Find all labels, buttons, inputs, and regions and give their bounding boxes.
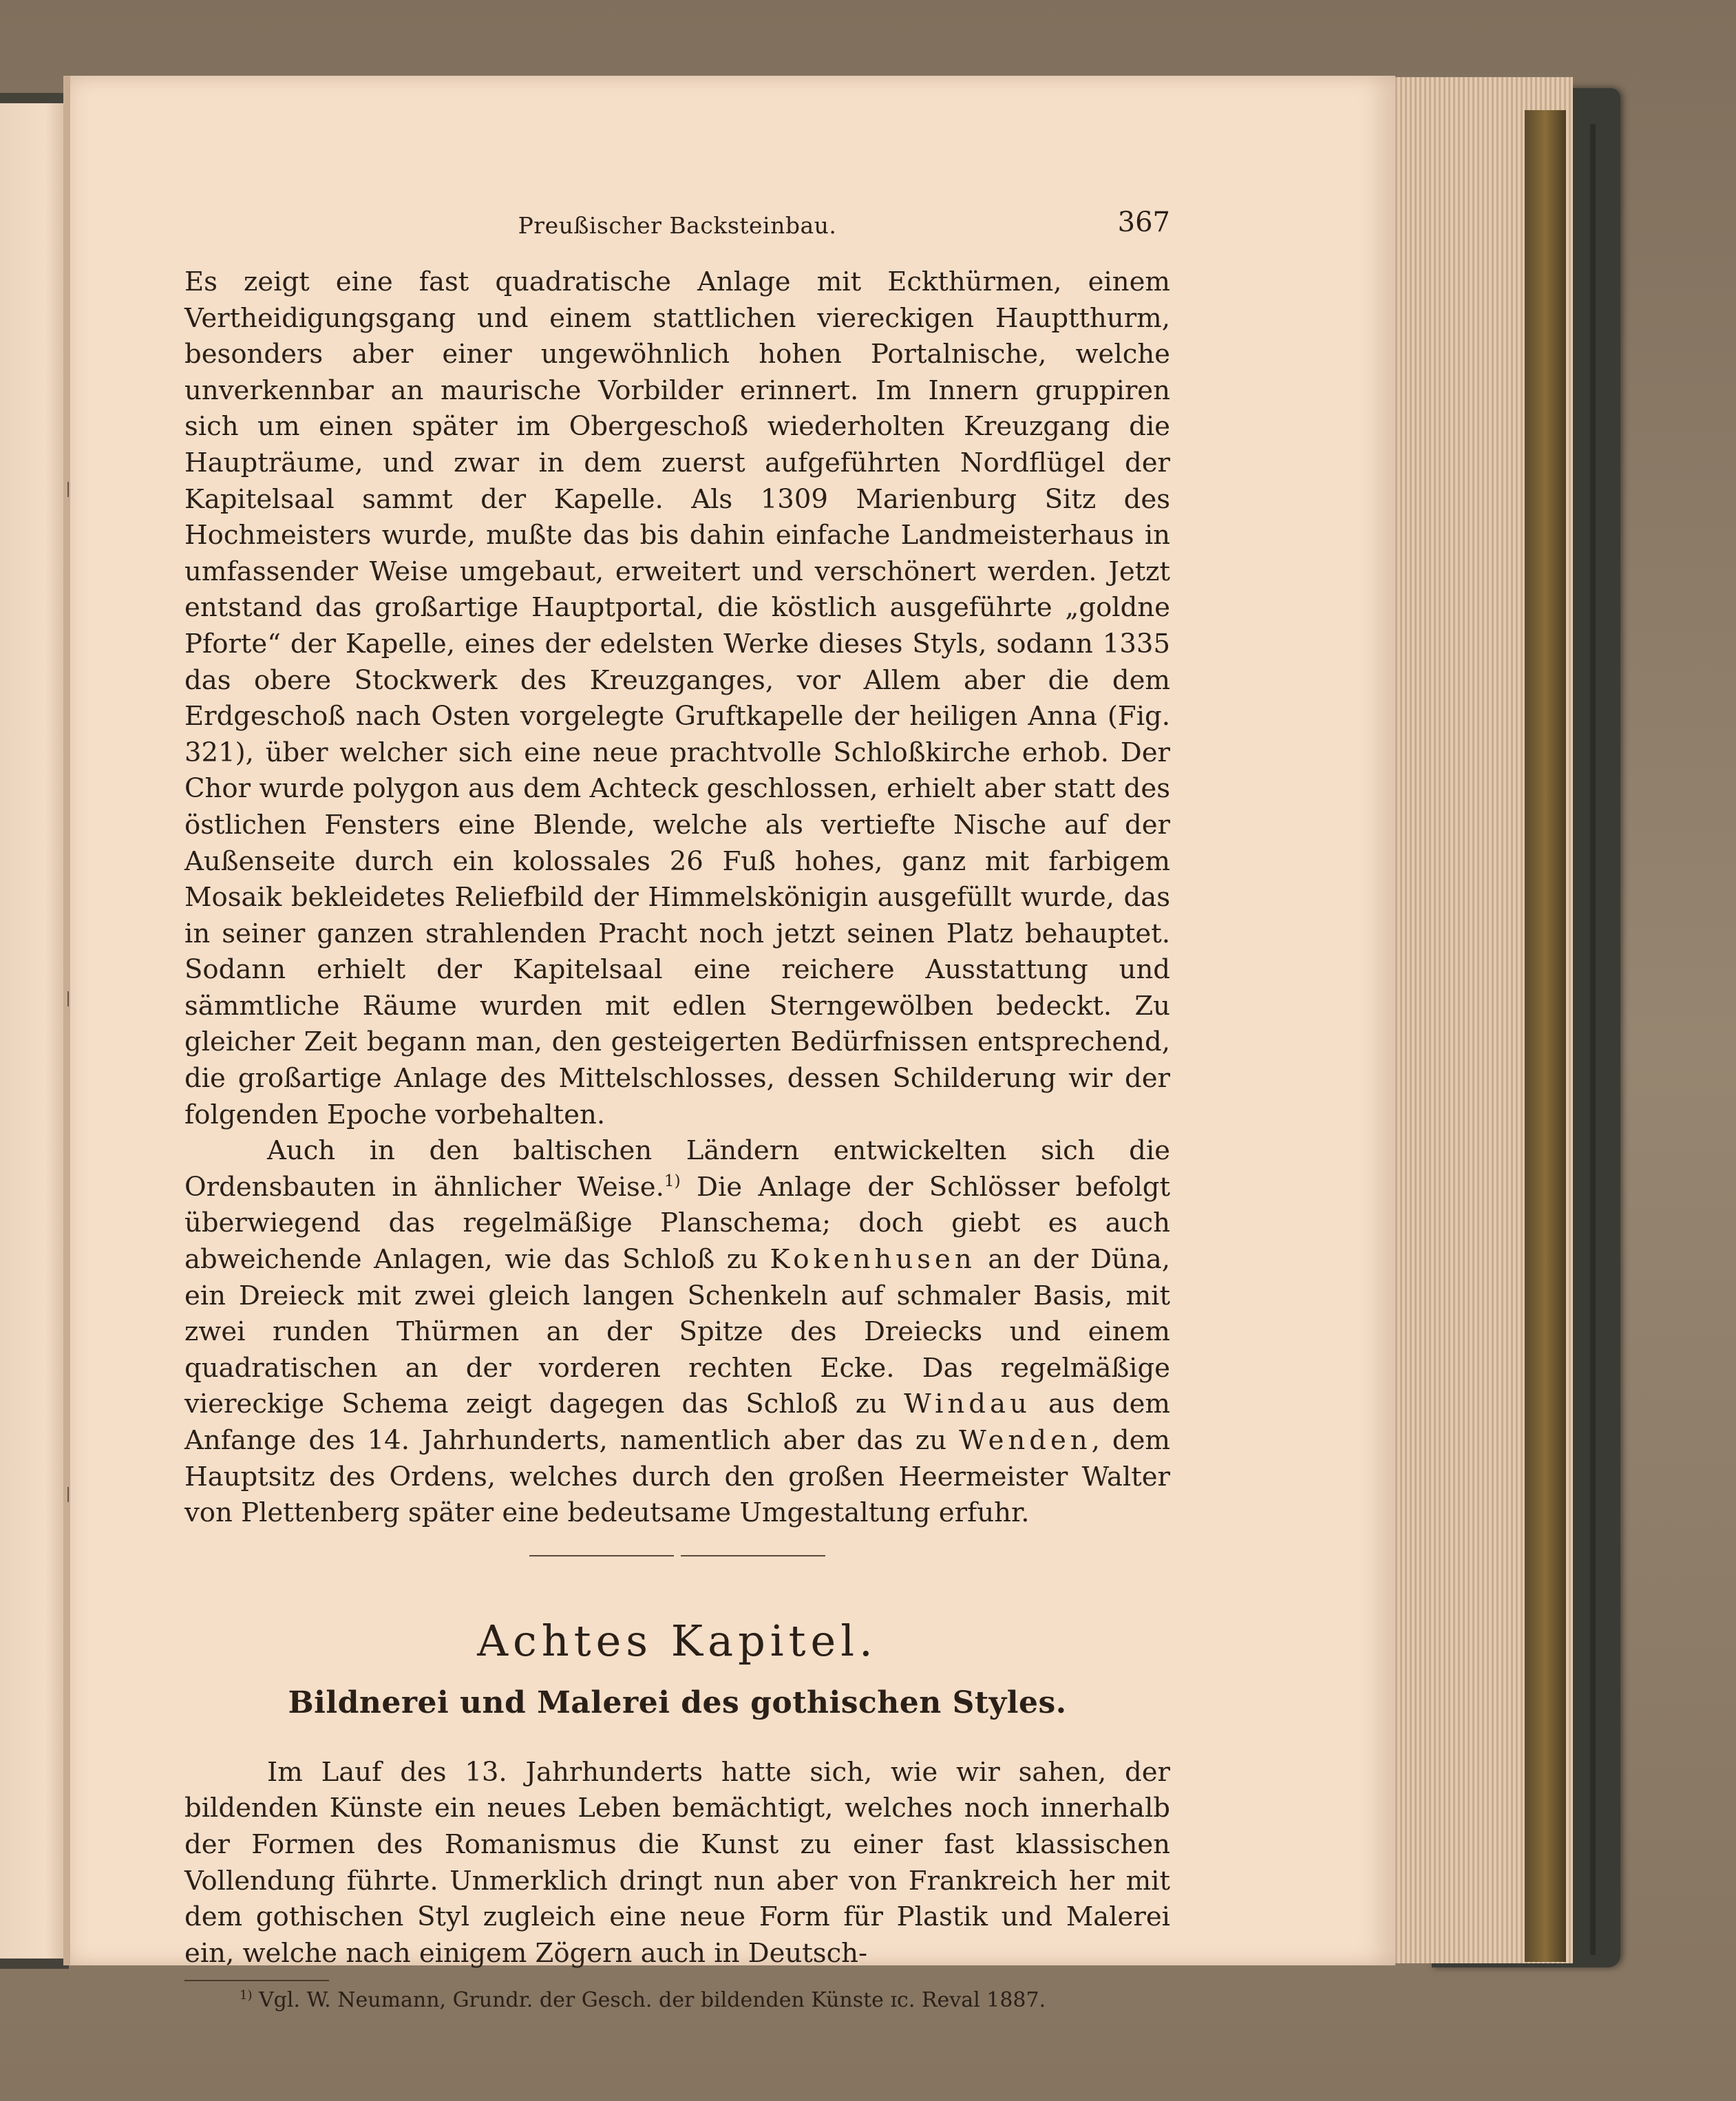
paragraph xyxy=(184,1755,1170,1972)
margin-mark xyxy=(67,482,69,497)
section-separator xyxy=(184,1555,1170,1556)
margin-mark xyxy=(67,1487,69,1502)
text-run: Die Anlage der Schlösser befolgt überwiegend das regelmäßige Planschema; doch giebt es auch abweichende Anlagen, wie das Schloß zu xyxy=(184,1171,1170,1276)
page-gutter xyxy=(63,76,70,1965)
text-run: aus dem Anfange des 14. Jahrhunderts, namentlich aber das zu xyxy=(184,1389,1170,1456)
margin-mark xyxy=(67,991,69,1006)
separator-rule xyxy=(681,1555,825,1556)
emphasized-place-name: Windau xyxy=(904,1389,1031,1420)
body-text-section-1 xyxy=(184,264,1170,1532)
text-run: Im Lauf des 13. Jahrhunderts hatte sich, wie wir sahen, der bildenden Künste ein neues Leben bemächtigt, welches noch innerhalb der Formen des Romanismus die Kunst zu einer fast klassischen Vollendung führte. Unmerklich dringt nun aber von Frankreich her mit dem gothischen Styl zugleich eine neue Form für Plastik und Malerei ein, welche nach einigem Zögern auch in Deutsch- xyxy=(184,1756,1170,1969)
left-page-edge xyxy=(0,103,65,1959)
text-run: an der Düna, ein Dreieck mit zwei gleich langen Schenkeln auf schmaler Basis, mit zwei runden Thürmen an der Spitze des Dreiecks und einem quadratischen an der vorderen rechten Ecke. Das regelmäßige viereckige Schema zeigt dagegen das Schloß zu xyxy=(184,1244,1170,1420)
cover-spine-line xyxy=(1590,124,1596,1955)
chapter-subtitle: Bildnerei und Malerei des gothischen Styles. xyxy=(288,1685,1067,1720)
paragraph xyxy=(184,1133,1170,1532)
text-run: Es zeigt eine fast quadratische Anlage mit Eckthürmen, einem Vertheidigungsgang und einem stattlichen viereckigen Hauptthurm, besonders aber einer ungewöhnlich hohen Portalnische, welche unverkennbar an maurische Vorbilder erinnert. Im Innern gruppiren sich um einen später im Obergeschoß wiederholten Kreuzgang die Haupträume, und zwar in dem zuerst aufgeführten Nordflügel der Kapitelsaal sammt der Kapelle. Als 1309 Marienburg Sitz des Hochmeisters wurde, mußte das bis dahin einfache Landmeisterhaus in umfassender Weise umgebaut, erweitert und verschönert werden. Jetzt entstand das großartige Hauptportal, die köstlich ausgeführte „goldne Pforte“ der Kapelle, eines der edelsten Werke dieses Styls, sodann 1335 das obere Stockwerk des Kreuzganges, vor Allem aber die dem Erdgeschoß nach Osten vorgelegte Gruftkapelle der heiligen Anna (Fig. 321), über welcher sich eine neue prachtvolle Schloßkirche erhob. Der Chor wurde polygon aus dem Achteck geschlossen, erhielt aber statt des östlichen Fensters eine Blende, welche als vertiefte Nische auf der Außenseite durch ein kolossales 26 Fuß hohes, ganz mit farbigem Mosaik bekleidetes Reliefbild der Himmelskönigin ausgefüllt wurde, das in seiner ganzen strahlenden Pracht noch jetzt seinen Platz behauptet. Sodann erhielt der Kapitelsaal eine reichere Ausstattung und sämmtliche Räume wurden mit edlen Sterngewölben bedeckt. Zu gleicher Zeit begann man, den gesteigerten Bedürfnissen entsprechend, die großartige Anlage des Mittelschlosses, dessen Schilderung wir der folgenden Epoche vorbehalten. xyxy=(184,266,1170,1130)
page-content xyxy=(184,207,1170,2014)
separator-rule xyxy=(529,1555,674,1556)
footnote-text: Vgl. W. Neumann, Grundr. der Gesch. der bildenden Künste ɪc. Reval 1887. xyxy=(252,1988,1046,2013)
running-header xyxy=(184,207,1170,248)
footnote xyxy=(240,1987,1170,2014)
chapter-title: Achtes Kapitel. xyxy=(477,1615,878,1666)
footnote-rule xyxy=(184,1980,329,1981)
text-run: , dem Hauptsitz des Ordens, welches durch den großen Heermeister Walter von Plettenberg später eine bedeutsame Umgestaltung erfuhr. xyxy=(184,1425,1170,1529)
body-text-section-2 xyxy=(184,1755,1170,1972)
emphasized-place-name: Wenden xyxy=(959,1425,1092,1456)
footnote-reference: 1) xyxy=(664,1172,681,1190)
paragraph xyxy=(184,264,1170,1133)
running-title: Preußischer Backsteinbau. xyxy=(518,212,837,239)
book-edge-ink xyxy=(1525,110,1566,1962)
emphasized-place-name: Kokenhusen xyxy=(770,1244,976,1276)
footnote-marker: 1) xyxy=(240,1988,253,2003)
text-run: Auch in den baltischen Ländern entwickelten sich die Ordensbauten in ähnlicher Weise. xyxy=(184,1135,1170,1203)
page-number: 367 xyxy=(1117,207,1170,238)
